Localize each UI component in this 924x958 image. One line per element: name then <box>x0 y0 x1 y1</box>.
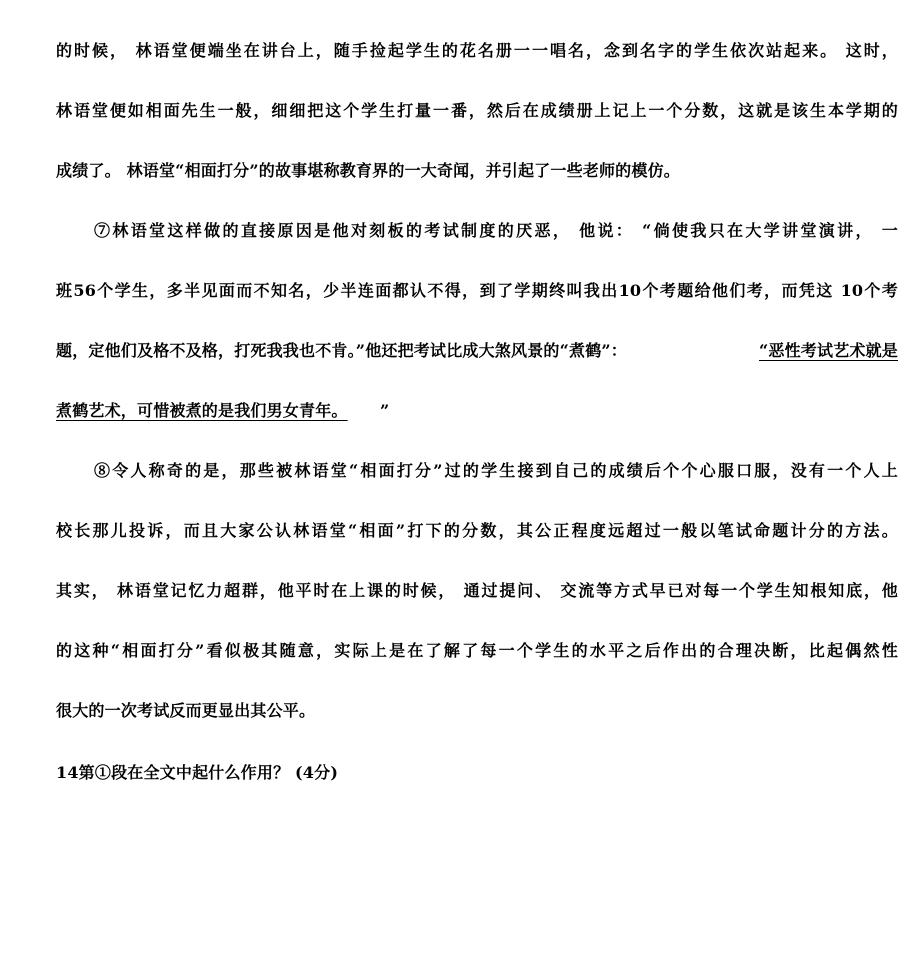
underlined-quote-start: “恶性考试艺术就是 <box>758 341 898 360</box>
text-line: 校长那儿投诉，而且大家公认林语堂“相面”打下的分数，其公正程度远超过一般以笔试命题计分的方法。 <box>56 521 898 540</box>
paragraph-8-start: ⑧令人称奇的是，那些被林语堂“相面打分”过的学生接到自己的成绩后个个心服口服，没有一个人上 <box>94 461 898 480</box>
question-14: 14第①段在全文中起什么作用？ (4分) <box>56 763 339 782</box>
text-line: 其实， 林语堂记忆力超群，他平时在上课的时候， 通过提问、 交流等方式早已对每一个学生知根知底，他 <box>56 581 898 600</box>
paragraph-7-start: ⑦林语堂这样做的直接原因是他对刻板的考试制度的厌恶， 他说： “倘使我只在大学讲堂演讲， 一 <box>94 221 898 240</box>
text-line: 很大的一次考试反而更显出其公平。 <box>56 701 316 720</box>
text-line: 林语堂便如相面先生一般，细细把这个学生打量一番，然后在成绩册上记上一个分数，这就是该生本学期的 <box>56 101 898 120</box>
underlined-quote-end: 煮鹤艺术，可惜被煮的是我们男女青年。 <box>56 401 348 420</box>
text-line: 的时候， 林语堂便端坐在讲台上，随手捡起学生的花名册一一唱名，念到名字的学生依次站起来。 这时， <box>56 41 898 60</box>
text-line: 班56个学生，多半见面而不知名，少半连面都认不得，到了学期终叫我出10个考题给他们考，而凭这 10个考 <box>56 281 898 300</box>
text-line: 题，定他们及格不及格，打死我我也不肯。”他还把考试比成大煞风景的“煮鹤”： <box>56 341 628 360</box>
text-line: 的这种“相面打分”看似极其随意，实际上是在了解了每一个学生的水平之后作出的合理决断，比起偶然性 <box>56 641 898 660</box>
closing-quote-mark: ” <box>380 401 390 420</box>
text-line: 成绩了。 林语堂“相面打分”的故事堪称教育界的一大奇闻，并引起了一些老师的模仿。 <box>56 161 680 180</box>
